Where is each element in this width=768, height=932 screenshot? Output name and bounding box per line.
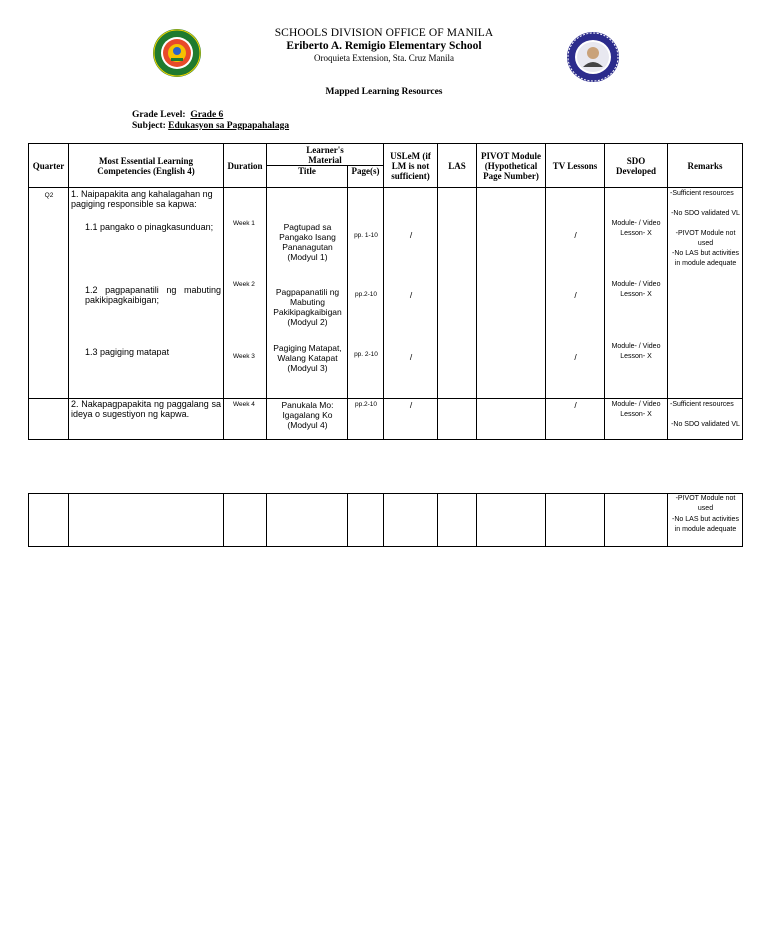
header-melc: Most Essential Learning Competencies (English 4) bbox=[69, 144, 224, 188]
tv-mark: / bbox=[574, 290, 577, 300]
pages-value: pp.2-10 bbox=[354, 401, 378, 408]
header-tv-lessons: TV Lessons bbox=[546, 144, 605, 188]
subject-line bbox=[132, 121, 289, 131]
duration-value: Week 2 bbox=[233, 281, 255, 288]
competency-item: 1.1 pangako o pinagkasunduan; bbox=[85, 222, 214, 232]
school-name: Eriberto A. Remigio Elementary School bbox=[286, 40, 482, 52]
remarks-line: -No SDO validated VL bbox=[671, 421, 740, 428]
usle-mark: / bbox=[409, 400, 413, 410]
pages-value: pp.2-10 bbox=[354, 291, 378, 298]
grade-level-line bbox=[132, 110, 223, 120]
sdo-value: Module- / Video Lesson- X bbox=[611, 220, 661, 237]
document-title: Mapped Learning Resources bbox=[325, 87, 443, 97]
material-title: Panukala Mo: Igagalang Ko (Modyul 4) bbox=[281, 400, 334, 430]
subject-value: Edukasyon sa Pagpapahalaga bbox=[168, 121, 290, 131]
sdo-value: Module- / Video Lesson- X bbox=[611, 343, 661, 360]
header-usle: USLeM (if LM is not sufficient) bbox=[384, 144, 438, 188]
header-learners-material: Learner's Material bbox=[267, 144, 384, 166]
pages-value: pp. 2-10 bbox=[354, 351, 378, 358]
material-title: Pagtupad sa Pangako Isang Pananagutan (Modyul 1) bbox=[279, 222, 336, 262]
header-las: LAS bbox=[438, 144, 477, 188]
usle-mark: / bbox=[409, 352, 413, 362]
remarks-line: -PIVOT Module not used bbox=[675, 495, 736, 512]
header-remarks: Remarks bbox=[668, 144, 743, 188]
material-title: Pagpapanatili ng Mabuting Pakikipagkaibigan (Modyul 2) bbox=[273, 287, 342, 327]
quarter-value: Q2 bbox=[44, 192, 54, 199]
sdo-value: Module- / Video Lesson- X bbox=[611, 281, 661, 298]
usle-mark: / bbox=[409, 290, 413, 300]
tv-mark: / bbox=[574, 352, 577, 362]
duration-value: Week 1 bbox=[233, 220, 255, 227]
header-duration: Duration bbox=[224, 144, 267, 188]
competency-main: 1. Naipapakita ang kahalagahan ng pagiging responsible sa kapwa: bbox=[71, 189, 213, 209]
remarks-line: -Sufficient resources bbox=[670, 190, 734, 197]
material-title: Pagiging Matapat, Walang Katapat (Modyul 3) bbox=[273, 343, 342, 373]
remarks-line: -PIVOT Module not used bbox=[675, 230, 736, 247]
duration-value: Week 3 bbox=[233, 353, 255, 360]
remarks-line: -No LAS but activities in module adequate bbox=[672, 250, 739, 267]
competency-item: 1.2 pagpapanatili ng mabuting pakikipagkaibigan; bbox=[85, 285, 221, 305]
learning-resources-table bbox=[28, 143, 743, 440]
header-title: Title bbox=[267, 166, 348, 188]
division-office-name: SCHOOLS DIVISION OFFICE OF MANILA bbox=[274, 27, 494, 39]
table-row bbox=[29, 399, 743, 440]
grade-level-value: Grade 6 bbox=[190, 110, 224, 120]
competency-main: 2. Nakapagpapakita ng paggalang sa ideya o sugestiyon ng kapwa. bbox=[71, 399, 221, 419]
header-pivot: PIVOT Module (Hypothetical Page Number) bbox=[477, 144, 546, 188]
remarks-line: -Sufficient resources bbox=[670, 401, 734, 408]
remarks-line: -No LAS but activities in module adequate bbox=[672, 516, 739, 533]
subject-label: Subject: bbox=[132, 121, 166, 131]
competency-item: 1.3 pagiging matapat bbox=[85, 347, 170, 357]
table-row bbox=[29, 188, 743, 399]
grade-level-label: Grade Level: bbox=[132, 110, 186, 120]
table-row bbox=[29, 494, 743, 547]
tv-mark: / bbox=[574, 400, 577, 410]
pages-value: pp. 1-10 bbox=[354, 232, 378, 239]
sdo-value: Module- / Video Lesson- X bbox=[611, 401, 661, 418]
header-quarter: Quarter bbox=[29, 144, 69, 188]
continuation-table bbox=[28, 493, 743, 547]
duration-value: Week 4 bbox=[233, 401, 255, 408]
school-address: Oroquieta Extension, Sta. Cruz Manila bbox=[314, 53, 454, 63]
header-sdo-developed: SDO Developed bbox=[605, 144, 668, 188]
remarks-line: -No SDO validated VL bbox=[671, 210, 740, 217]
tv-mark: / bbox=[574, 230, 577, 240]
header-pages: Page(s) bbox=[348, 166, 384, 188]
usle-mark: / bbox=[409, 230, 413, 240]
